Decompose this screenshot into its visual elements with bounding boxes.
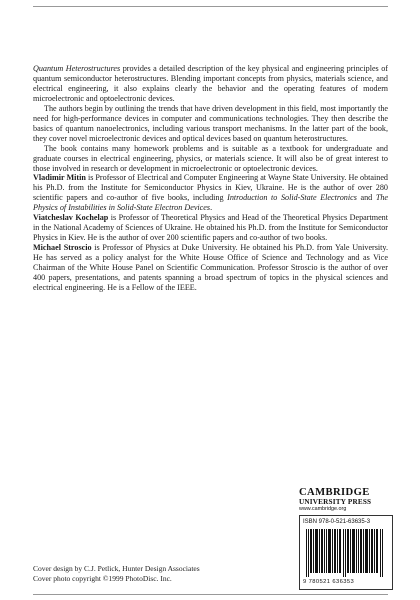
bottom-rule bbox=[33, 594, 388, 595]
description-paragraph-1 bbox=[33, 64, 388, 104]
book-title: Quantum Heterostructures bbox=[33, 64, 121, 73]
barcode-icon bbox=[306, 529, 386, 577]
author-bio-mitin bbox=[33, 173, 388, 213]
isbn-label: ISBN 978-0-521-63635-3 bbox=[303, 519, 371, 525]
book-reference: The Physics of Instabilities in Solid-State Electron Devices bbox=[33, 193, 389, 213]
description-paragraph-2: The authors begin by outlining the trends that have driven development in this field, most importantly the need for high-performance devices in computer and communications technologies. They then describe the basics of quantum nanoelectronics, including various transport mechanisms. In the latter part of the book, they cover novel microelectronic devices and optical devices based on quantum heterostructures. bbox=[33, 103, 388, 143]
bio-text: . bbox=[210, 203, 213, 213]
publisher-name: CAMBRIDGE bbox=[299, 487, 370, 498]
description-paragraph-3: The book contains many homework problems and is suitable as a textbook for undergraduate and graduate courses in electrical engineering, physics, or materials science. It will also be of great interest to those involved in research or development in microelectronic or optoelectronic devices. bbox=[33, 143, 388, 173]
barcode-panel bbox=[299, 515, 393, 590]
bio-text: is Professor of Physics at Duke University. He obtained his Ph.D. from Yale University. He has served as a policy analyst for the White House Office of Science and Technology and as Vice Chairman of the White House Panel on Scientific Communication. Professor Stroscio is the author of over 400 papers, presentations, and patents spanning a broad spectrum of topics in the physical sciences and electrical engineering. He is a Fellow of the IEEE. bbox=[33, 243, 388, 292]
book-description bbox=[33, 64, 388, 173]
cover-text bbox=[33, 64, 388, 293]
author-name: Michael Stroscio bbox=[33, 243, 92, 253]
author-name: Viatcheslav Kochelap bbox=[33, 213, 109, 223]
bio-text: and bbox=[356, 193, 376, 203]
bio-text: is Professor of Theoretical Physics and Head of the Theoretical Physics Department in the National Academy of Sciences of Ukraine. He obtained his Ph.D. from the Institute for Semiconductor Physics in Kiev. He is the author of over 200 scientific papers and co-author of two books. bbox=[33, 213, 388, 243]
author-bio-stroscio bbox=[33, 243, 388, 293]
book-reference: Introduction to Solid-State Electronics bbox=[227, 193, 357, 203]
author-bio-kochelap bbox=[33, 213, 388, 243]
description-text-1: provides a detailed description of the key physical and engineering principles of quantum semiconductor heterostructures. Blending important concepts from physics, materials science, and electrical engineering, it also explains clearly the behavior and the operating features of modern microelectronic and optoelectronic devices. bbox=[33, 64, 388, 103]
bio-text: is Professor of Electrical and Computer Engineering at Wayne State University. He obtained his Ph.D. from the Institute for Semiconductor Physics in Kiev, Ukraine. He is the author of over 280 scientific papers and co-author of five books, including bbox=[33, 173, 388, 203]
author-name: Vladimir Mitin bbox=[33, 173, 86, 183]
barcode-digits: 9 780521 636353 bbox=[303, 579, 355, 585]
top-rule bbox=[33, 6, 388, 7]
publisher-logo bbox=[299, 487, 392, 513]
cover-credits bbox=[33, 564, 200, 584]
cover-design-credit: Cover design by C.J. Petlick, Hunter Design Associates bbox=[33, 564, 200, 573]
cover-photo-credit: Cover photo copyright ©1999 PhotoDisc. Inc. bbox=[33, 574, 172, 583]
publisher-url: www.cambridge.org bbox=[299, 506, 347, 512]
publisher-press: UNIVERSITY PRESS bbox=[299, 498, 372, 506]
